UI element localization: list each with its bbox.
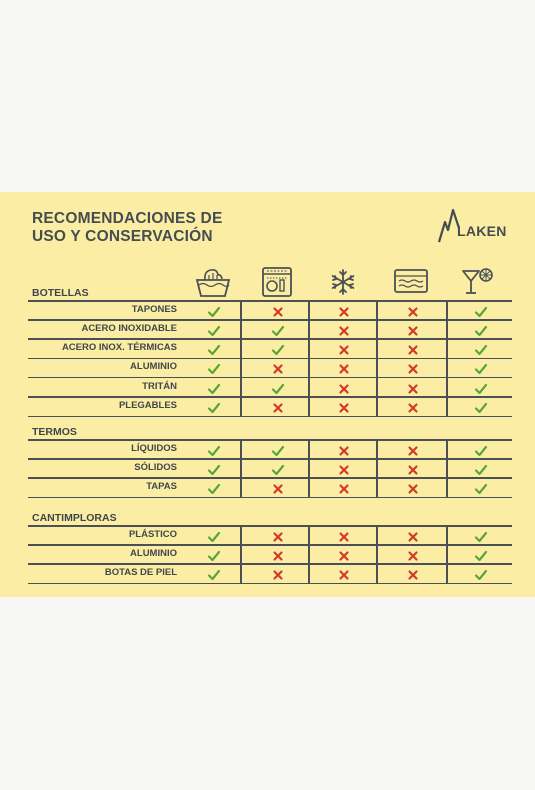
cross-icon — [268, 482, 288, 496]
table-row — [28, 340, 512, 359]
laken-logo — [438, 204, 508, 244]
cross-icon — [268, 362, 288, 376]
table-row — [28, 321, 512, 340]
check-icon — [471, 324, 491, 338]
row-label: TAPONES — [131, 303, 177, 315]
row-divider — [28, 416, 512, 418]
cross-icon — [403, 324, 423, 338]
check-icon — [204, 530, 224, 544]
brand-name: LAKEN — [457, 223, 507, 239]
check-icon — [471, 343, 491, 357]
cross-icon — [334, 362, 354, 376]
section-title: TERMOS — [32, 426, 77, 438]
column-divider — [376, 439, 378, 497]
row-label: ALUMINIO — [130, 361, 177, 373]
check-icon — [204, 401, 224, 415]
cross-icon — [268, 401, 288, 415]
row-divider — [28, 583, 512, 585]
row-label: BOTAS DE PIEL — [104, 567, 177, 579]
cross-icon — [403, 482, 423, 496]
section-title: BOTELLAS — [32, 287, 89, 299]
cross-icon — [403, 382, 423, 396]
cross-icon — [268, 549, 288, 563]
table-row — [28, 359, 512, 378]
table-row — [28, 479, 512, 498]
check-icon — [471, 463, 491, 477]
cross-icon — [334, 463, 354, 477]
check-icon — [204, 568, 224, 582]
check-icon — [204, 382, 224, 396]
column-divider — [240, 439, 242, 497]
cross-icon — [403, 549, 423, 563]
cross-icon — [403, 568, 423, 582]
check-icon — [471, 530, 491, 544]
check-icon — [471, 549, 491, 563]
check-icon — [204, 305, 224, 319]
cross-icon — [334, 401, 354, 415]
check-icon — [268, 382, 288, 396]
cross-icon — [334, 530, 354, 544]
row-label: TRITÁN — [142, 380, 177, 392]
table-row — [28, 460, 512, 479]
row-divider — [28, 497, 512, 499]
column-divider — [240, 300, 242, 416]
check-icon — [268, 343, 288, 357]
title-line-2: USO Y CONSERVACIÓN — [32, 228, 213, 245]
dishwasher-icon — [258, 266, 298, 298]
table-row — [28, 441, 512, 460]
check-icon — [471, 382, 491, 396]
check-icon — [471, 444, 491, 458]
recommendations-card — [0, 192, 535, 597]
column-divider — [376, 300, 378, 416]
freezer-icon — [323, 266, 363, 298]
cross-icon — [334, 444, 354, 458]
column-divider — [240, 525, 242, 583]
cross-icon — [334, 482, 354, 496]
cross-icon — [403, 401, 423, 415]
microwave-icon — [391, 266, 431, 298]
column-divider — [308, 300, 310, 416]
cross-icon — [268, 530, 288, 544]
check-icon — [204, 463, 224, 477]
column-divider — [308, 525, 310, 583]
row-label: PLEGABLES — [118, 400, 177, 411]
cross-icon — [334, 305, 354, 319]
cross-icon — [334, 549, 354, 563]
check-icon — [471, 482, 491, 496]
cross-icon — [268, 305, 288, 319]
table-row — [28, 302, 512, 321]
table-row — [28, 565, 512, 584]
table-row — [28, 379, 512, 398]
cross-icon — [334, 382, 354, 396]
column-divider — [376, 525, 378, 583]
column-divider — [446, 300, 448, 416]
row-label: ACERO INOXIDABLE — [81, 322, 177, 334]
column-divider — [446, 439, 448, 497]
cross-icon — [334, 343, 354, 357]
check-icon — [471, 401, 491, 415]
row-label: LÍQUIDOS — [131, 442, 177, 454]
check-icon — [471, 362, 491, 376]
row-label: ALUMINIO — [130, 547, 177, 559]
row-label: ACERO INOX. TÉRMICAS — [61, 342, 177, 354]
row-label: TAPAS — [146, 481, 177, 493]
cross-icon — [403, 362, 423, 376]
cross-icon — [334, 568, 354, 582]
check-icon — [204, 444, 224, 458]
drinks-icon — [459, 266, 499, 298]
column-divider — [446, 525, 448, 583]
cross-icon — [403, 530, 423, 544]
check-icon — [204, 549, 224, 563]
column-divider — [308, 439, 310, 497]
table-row — [28, 398, 512, 417]
check-icon — [471, 305, 491, 319]
check-icon — [204, 324, 224, 338]
row-label: PLÁSTICO — [128, 528, 177, 540]
cross-icon — [403, 343, 423, 357]
check-icon — [204, 343, 224, 357]
cross-icon — [403, 463, 423, 477]
check-icon — [204, 482, 224, 496]
cross-icon — [403, 444, 423, 458]
table-row — [28, 527, 512, 546]
hand-wash-icon — [193, 266, 233, 298]
title-line-1: RECOMENDACIONES DE — [32, 210, 223, 227]
check-icon — [268, 444, 288, 458]
card-title — [32, 210, 222, 246]
check-icon — [204, 362, 224, 376]
row-label: SÓLIDOS — [134, 461, 177, 473]
section-title: CANTIMPLORAS — [32, 512, 117, 524]
cross-icon — [334, 324, 354, 338]
cross-icon — [403, 305, 423, 319]
check-icon — [471, 568, 491, 582]
check-icon — [268, 463, 288, 477]
check-icon — [268, 324, 288, 338]
table-row — [28, 546, 512, 565]
cross-icon — [268, 568, 288, 582]
